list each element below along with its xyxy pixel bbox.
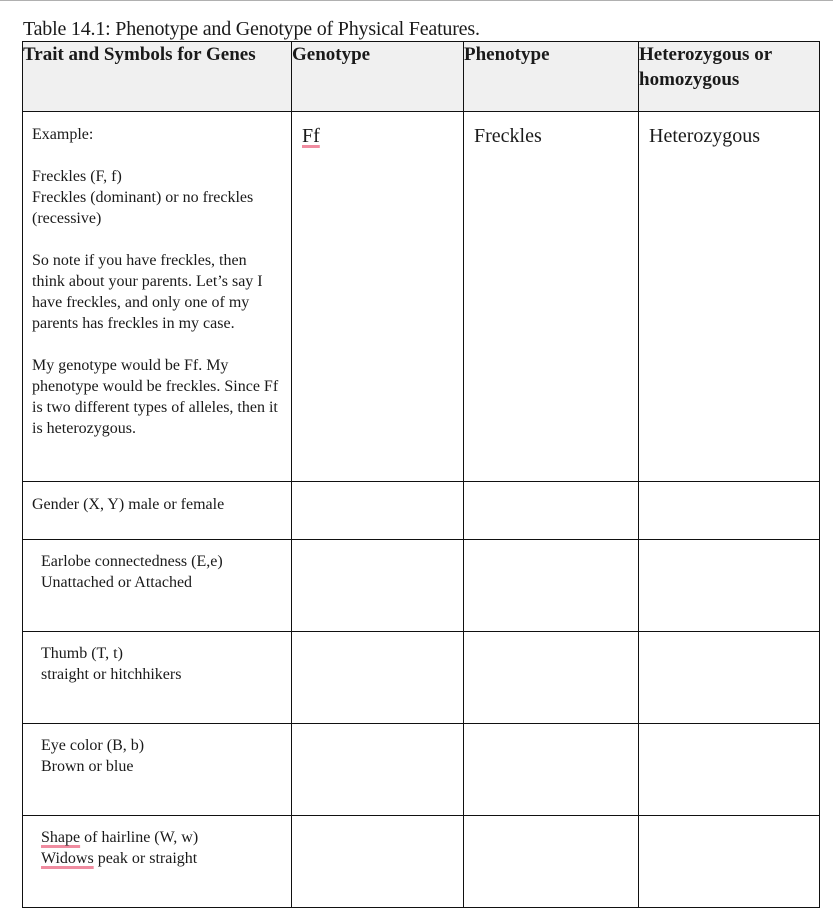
trait-eye-color-name: Eye color (B, b) bbox=[41, 737, 145, 754]
trait-gender: Gender (X, Y) male or female bbox=[32, 496, 225, 513]
zygosity-cell-gender[interactable] bbox=[639, 482, 820, 540]
trait-hairline-name-rest: of hairline (W, w) bbox=[80, 829, 199, 846]
phenotype-cell-eye-color[interactable] bbox=[464, 724, 639, 816]
example-zygosity-cell[interactable] bbox=[639, 112, 820, 482]
phenotype-cell-hairline[interactable] bbox=[464, 816, 639, 908]
example-trait-cell[interactable] bbox=[23, 112, 292, 482]
header-trait: Trait and Symbols for Genes bbox=[23, 42, 292, 112]
genotype-cell-thumb[interactable] bbox=[292, 632, 464, 724]
header-phenotype: Phenotype bbox=[464, 42, 639, 112]
table-row-gender bbox=[23, 482, 820, 540]
zygosity-cell-earlobe[interactable] bbox=[639, 540, 820, 632]
example-note: So note if you have freckles, then think about your parents. Let’s say I have freckles, and only one of my parents has freckles in my case. bbox=[32, 252, 263, 332]
trait-earlobe-name: Earlobe connectedness (E,e) bbox=[41, 553, 223, 570]
example-zygosity: Heterozygous bbox=[649, 125, 761, 147]
trait-eye-color-options: Brown or blue bbox=[41, 758, 134, 775]
trait-hairline-options-rest: peak or straight bbox=[93, 850, 198, 867]
table-caption: Table 14.1: Phenotype and Genotype of Physical Features. bbox=[23, 18, 480, 40]
top-divider bbox=[0, 0, 833, 1]
genotype-cell-gender[interactable] bbox=[292, 482, 464, 540]
header-genotype: Genotype bbox=[292, 42, 464, 112]
table-row-earlobe bbox=[23, 540, 820, 632]
trait-cell-eye-color[interactable] bbox=[23, 724, 292, 816]
phenotype-cell-thumb[interactable] bbox=[464, 632, 639, 724]
zygosity-cell-thumb[interactable] bbox=[639, 632, 820, 724]
genotype-cell-earlobe[interactable] bbox=[292, 540, 464, 632]
table-row-example bbox=[23, 112, 820, 482]
trait-hairline-options-word1: Widows bbox=[41, 850, 94, 867]
header-row bbox=[23, 42, 820, 112]
table-row-hairline bbox=[23, 816, 820, 908]
table-row-thumb bbox=[23, 632, 820, 724]
example-phenotype: Freckles bbox=[474, 125, 542, 147]
example-trait-name: Freckles (F, f) bbox=[32, 168, 122, 185]
trait-thumb-options: straight or hitchhikers bbox=[41, 666, 182, 683]
example-label: Example: bbox=[32, 126, 94, 143]
table-row-eye-color bbox=[23, 724, 820, 816]
trait-thumb-name: Thumb (T, t) bbox=[41, 645, 123, 662]
header-zygosity: Heterozygous or homozygous bbox=[639, 42, 820, 112]
example-genotype: Ff bbox=[302, 125, 320, 147]
trait-cell-hairline[interactable] bbox=[23, 816, 292, 908]
trait-cell-gender[interactable] bbox=[23, 482, 292, 540]
genotype-cell-eye-color[interactable] bbox=[292, 724, 464, 816]
example-phenotype-cell[interactable] bbox=[464, 112, 639, 482]
example-genotype-cell[interactable] bbox=[292, 112, 464, 482]
genetics-table bbox=[22, 41, 820, 908]
trait-cell-thumb[interactable] bbox=[23, 632, 292, 724]
example-explanation: My genotype would be Ff. My phenotype would be freckles. Since Ff is two different types of alleles, then it is heterozygous. bbox=[32, 357, 279, 437]
trait-hairline-word1: Shape bbox=[41, 829, 81, 846]
example-trait-options: Freckles (dominant) or no freckles (recessive) bbox=[32, 189, 254, 227]
zygosity-cell-hairline[interactable] bbox=[639, 816, 820, 908]
zygosity-cell-eye-color[interactable] bbox=[639, 724, 820, 816]
example-trait bbox=[32, 166, 282, 229]
trait-earlobe-options: Unattached or Attached bbox=[41, 574, 193, 591]
trait-cell-earlobe[interactable] bbox=[23, 540, 292, 632]
genotype-cell-hairline[interactable] bbox=[292, 816, 464, 908]
phenotype-cell-earlobe[interactable] bbox=[464, 540, 639, 632]
phenotype-cell-gender[interactable] bbox=[464, 482, 639, 540]
